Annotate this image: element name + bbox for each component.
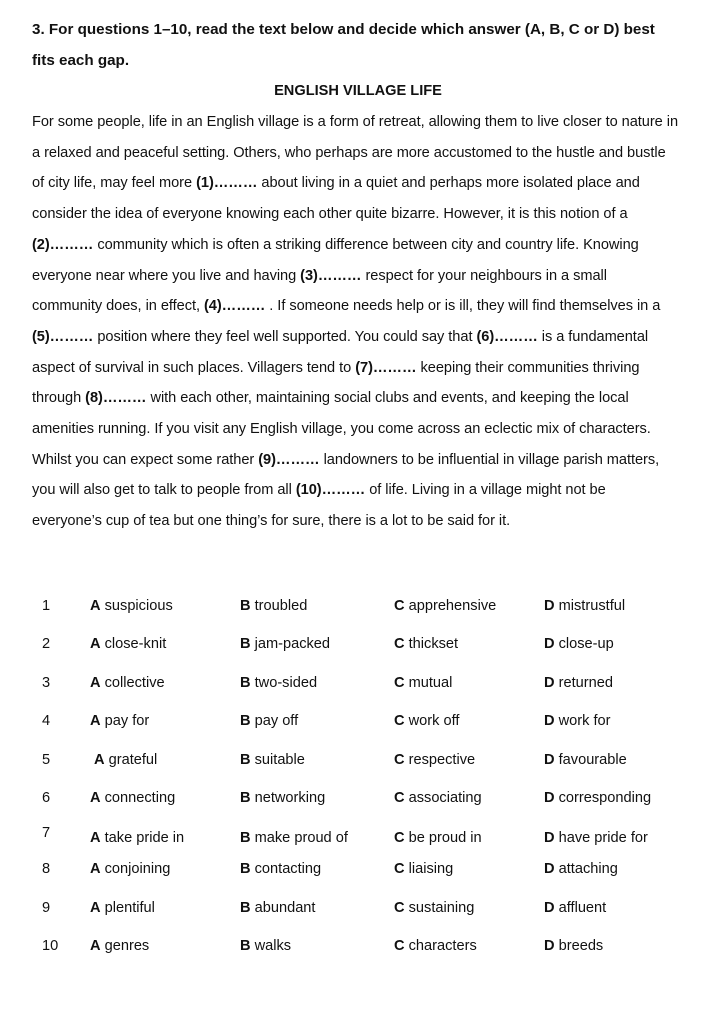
answer-option-c[interactable] xyxy=(394,752,475,768)
answer-option-a[interactable] xyxy=(90,861,170,877)
question-number: 1 xyxy=(42,598,51,614)
gap-marker: (8)……… xyxy=(85,390,147,407)
passage-segment: is a fundamental aspect of survival in such places. Villagers tend to xyxy=(32,328,649,376)
option-text: affluent xyxy=(558,899,607,916)
option-letter: C xyxy=(394,598,405,614)
option-letter: A xyxy=(94,751,105,768)
option-letter: C xyxy=(394,830,405,847)
option-text: close-knit xyxy=(104,636,167,653)
question-number: 10 xyxy=(42,938,59,955)
option-text: networking xyxy=(254,789,326,806)
option-letter: C xyxy=(394,789,405,806)
option-text: collective xyxy=(104,674,165,691)
option-text: liaising xyxy=(408,861,454,878)
option-letter: D xyxy=(544,938,555,955)
option-letter: A xyxy=(90,830,101,847)
option-text: conjoining xyxy=(104,861,171,878)
gap-marker: (7)……… xyxy=(355,359,417,376)
question-row xyxy=(32,853,678,891)
option-text: grateful xyxy=(108,751,158,768)
answer-option-d[interactable] xyxy=(544,752,627,768)
answer-option-a[interactable] xyxy=(90,636,166,652)
option-text: troubled xyxy=(254,598,308,614)
answer-option-d[interactable] xyxy=(544,861,618,877)
passage-segment: landowners to be influential in village parish matters, you will also get to talk to people from all xyxy=(32,451,660,499)
option-text: sustaining xyxy=(408,899,475,916)
question-row xyxy=(32,782,678,820)
question-number: 5 xyxy=(42,751,51,768)
option-text: suitable xyxy=(254,751,305,768)
answer-option-c[interactable] xyxy=(394,830,482,846)
option-letter: D xyxy=(544,636,555,653)
gap-marker: (9)……… xyxy=(258,451,320,468)
option-letter: A xyxy=(90,861,101,878)
option-text: thickset xyxy=(408,636,459,653)
question-number: 4 xyxy=(42,713,51,730)
answer-option-a[interactable] xyxy=(90,598,173,614)
answer-option-b[interactable] xyxy=(240,675,317,691)
answer-option-c[interactable] xyxy=(394,790,482,806)
question-row xyxy=(32,628,678,666)
answer-option-a[interactable] xyxy=(90,938,149,954)
option-letter: A xyxy=(90,789,101,806)
answer-option-c[interactable] xyxy=(394,900,474,916)
question-row xyxy=(32,930,678,968)
option-text: breeds xyxy=(558,938,604,955)
answer-option-d[interactable] xyxy=(544,830,648,846)
option-letter: B xyxy=(240,789,251,806)
answer-option-c[interactable] xyxy=(394,938,477,954)
question-row xyxy=(32,667,678,705)
option-text: corresponding xyxy=(558,789,652,806)
passage-segment: with each other, maintaining social clubs and events, and keeping the local amenities running. If you visit any English village, you come across an eclectic mix of characters. Whilst you can expect some rather xyxy=(32,390,651,468)
option-letter: D xyxy=(544,713,555,730)
option-text: walks xyxy=(254,938,292,955)
option-text: characters xyxy=(408,938,477,955)
option-letter: B xyxy=(240,674,251,691)
question-row xyxy=(32,590,678,628)
option-text: respective xyxy=(408,751,476,768)
option-letter: C xyxy=(394,861,405,878)
option-letter: A xyxy=(90,674,101,691)
answer-option-a[interactable] xyxy=(90,713,149,729)
passage-segment: about living in a quiet and perhaps more isolated place and consider the idea of everyone knowing each other quite bizarre. However, it is this notion of a xyxy=(32,175,640,223)
option-letter: B xyxy=(240,830,251,847)
worksheet xyxy=(32,14,678,537)
option-text: contacting xyxy=(254,861,322,878)
option-text: mutual xyxy=(408,674,453,691)
option-letter: C xyxy=(394,938,405,955)
option-letter: D xyxy=(544,789,555,806)
answer-option-b[interactable] xyxy=(240,713,298,729)
answer-option-a[interactable] xyxy=(90,675,165,691)
option-text: returned xyxy=(558,674,613,691)
option-letter: A xyxy=(90,598,101,614)
answer-option-d[interactable] xyxy=(544,938,603,954)
gap-marker: (6)……… xyxy=(476,328,538,345)
question-instruction: 3. For questions 1–10, read the text below and decide which answer (A, B, C or D) best fits each gap. xyxy=(32,21,655,69)
option-text: make proud of xyxy=(254,830,348,847)
gap-marker: (5)……… xyxy=(32,328,94,345)
option-letter: C xyxy=(394,674,405,691)
question-number: 7 xyxy=(42,825,51,842)
answer-option-b[interactable] xyxy=(240,598,307,614)
answer-option-c[interactable] xyxy=(394,598,496,614)
option-text: be proud in xyxy=(408,830,482,847)
gap-marker: (4)……… xyxy=(203,298,266,315)
passage-segment: of life. Living in a village might not be everyone’s cup of tea but one thing’s for sure, there is a lot to be said for it. xyxy=(32,482,606,530)
option-text: work off xyxy=(408,713,460,730)
answer-option-b[interactable] xyxy=(240,752,305,768)
option-text: attaching xyxy=(558,861,618,878)
passage-segment: position where they feel well supported. You could say that xyxy=(93,328,477,345)
answer-option-d[interactable] xyxy=(544,598,625,614)
passage-segment: keeping their communities thriving through xyxy=(32,359,640,407)
answer-option-d[interactable] xyxy=(544,790,651,806)
option-letter: A xyxy=(90,713,101,730)
answer-option-d[interactable] xyxy=(544,675,613,691)
answer-option-b[interactable] xyxy=(240,861,321,877)
passage-segment: community which is often a striking difference between city and country life. Knowing everyone near where you live and having xyxy=(32,236,639,284)
answer-option-a[interactable] xyxy=(94,752,157,768)
question-number: 3 xyxy=(42,674,51,691)
option-letter: B xyxy=(240,598,251,614)
answer-option-b[interactable] xyxy=(240,830,348,846)
answer-option-c[interactable] xyxy=(394,636,458,652)
option-text: favourable xyxy=(558,751,627,768)
option-text: have pride for xyxy=(558,830,648,847)
question-row xyxy=(32,820,678,853)
option-letter: B xyxy=(240,713,251,730)
option-letter: D xyxy=(544,598,555,614)
option-text: associating xyxy=(408,789,482,806)
option-letter: B xyxy=(240,938,251,955)
answer-option-d[interactable] xyxy=(544,713,611,729)
passage-segment: For some people, life in an English village is a form of retreat, allowing them to live closer to nature in a relaxed and peaceful setting. Others, who perhaps are more accustomed to the hustle and bustle of city life, may feel more xyxy=(32,114,679,192)
answer-option-d[interactable] xyxy=(544,636,614,652)
answer-option-a[interactable] xyxy=(90,900,155,916)
answer-option-a[interactable] xyxy=(90,790,175,806)
option-text: suspicious xyxy=(104,598,173,614)
question-row xyxy=(32,744,678,782)
answer-option-a[interactable] xyxy=(90,830,184,846)
option-letter: D xyxy=(544,899,555,916)
question-row xyxy=(32,892,678,930)
question-number: 9 xyxy=(42,899,51,916)
option-letter: C xyxy=(394,713,405,730)
option-text: genres xyxy=(104,938,150,955)
answer-options-table xyxy=(32,590,678,969)
option-letter: D xyxy=(544,751,555,768)
option-letter: A xyxy=(90,938,101,955)
option-text: take pride in xyxy=(104,830,185,847)
gap-marker: (2)……… xyxy=(32,236,94,253)
option-letter: D xyxy=(544,861,555,878)
option-letter: A xyxy=(90,636,101,653)
passage-segment: respect for your neighbours in a small community does, in effect, xyxy=(32,267,607,315)
option-text: close-up xyxy=(558,636,614,653)
option-letter: C xyxy=(394,899,405,916)
option-letter: B xyxy=(240,861,251,878)
option-text: work for xyxy=(558,713,611,730)
answer-option-b[interactable] xyxy=(240,900,315,916)
option-letter: B xyxy=(240,899,251,916)
option-text: mistrustful xyxy=(558,598,626,614)
option-text: plentiful xyxy=(104,899,155,916)
answer-option-d[interactable] xyxy=(544,900,606,916)
answer-option-b[interactable] xyxy=(240,938,291,954)
gap-marker: (3)……… xyxy=(300,267,362,284)
option-letter: A xyxy=(90,899,101,916)
answer-option-c[interactable] xyxy=(394,861,453,877)
answer-option-b[interactable] xyxy=(240,636,330,652)
passage-title: ENGLISH VILLAGE LIFE xyxy=(274,83,442,99)
option-letter: D xyxy=(544,830,555,847)
question-number: 2 xyxy=(42,636,51,653)
question-number: 6 xyxy=(42,789,51,806)
option-letter: C xyxy=(394,751,405,768)
answer-option-b[interactable] xyxy=(240,790,325,806)
answer-option-c[interactable] xyxy=(394,675,452,691)
option-text: jam-packed xyxy=(254,636,331,653)
option-text: two-sided xyxy=(254,674,318,691)
gap-marker: (1)……… xyxy=(196,175,258,192)
option-letter: B xyxy=(240,636,251,653)
question-row xyxy=(32,705,678,743)
option-letter: B xyxy=(240,751,251,768)
option-text: apprehensive xyxy=(408,598,497,614)
answer-option-c[interactable] xyxy=(394,713,459,729)
option-text: pay for xyxy=(104,713,150,730)
option-text: pay off xyxy=(254,713,299,730)
question-number: 8 xyxy=(42,861,51,878)
gap-marker: (10)……… xyxy=(295,482,366,499)
option-text: connecting xyxy=(104,789,176,806)
option-letter: C xyxy=(394,636,405,653)
passage-segment: . If someone needs help or is ill, they will find themselves in a xyxy=(265,298,661,315)
option-letter: D xyxy=(544,674,555,691)
option-text: abundant xyxy=(254,899,316,916)
passage-text xyxy=(32,107,678,537)
